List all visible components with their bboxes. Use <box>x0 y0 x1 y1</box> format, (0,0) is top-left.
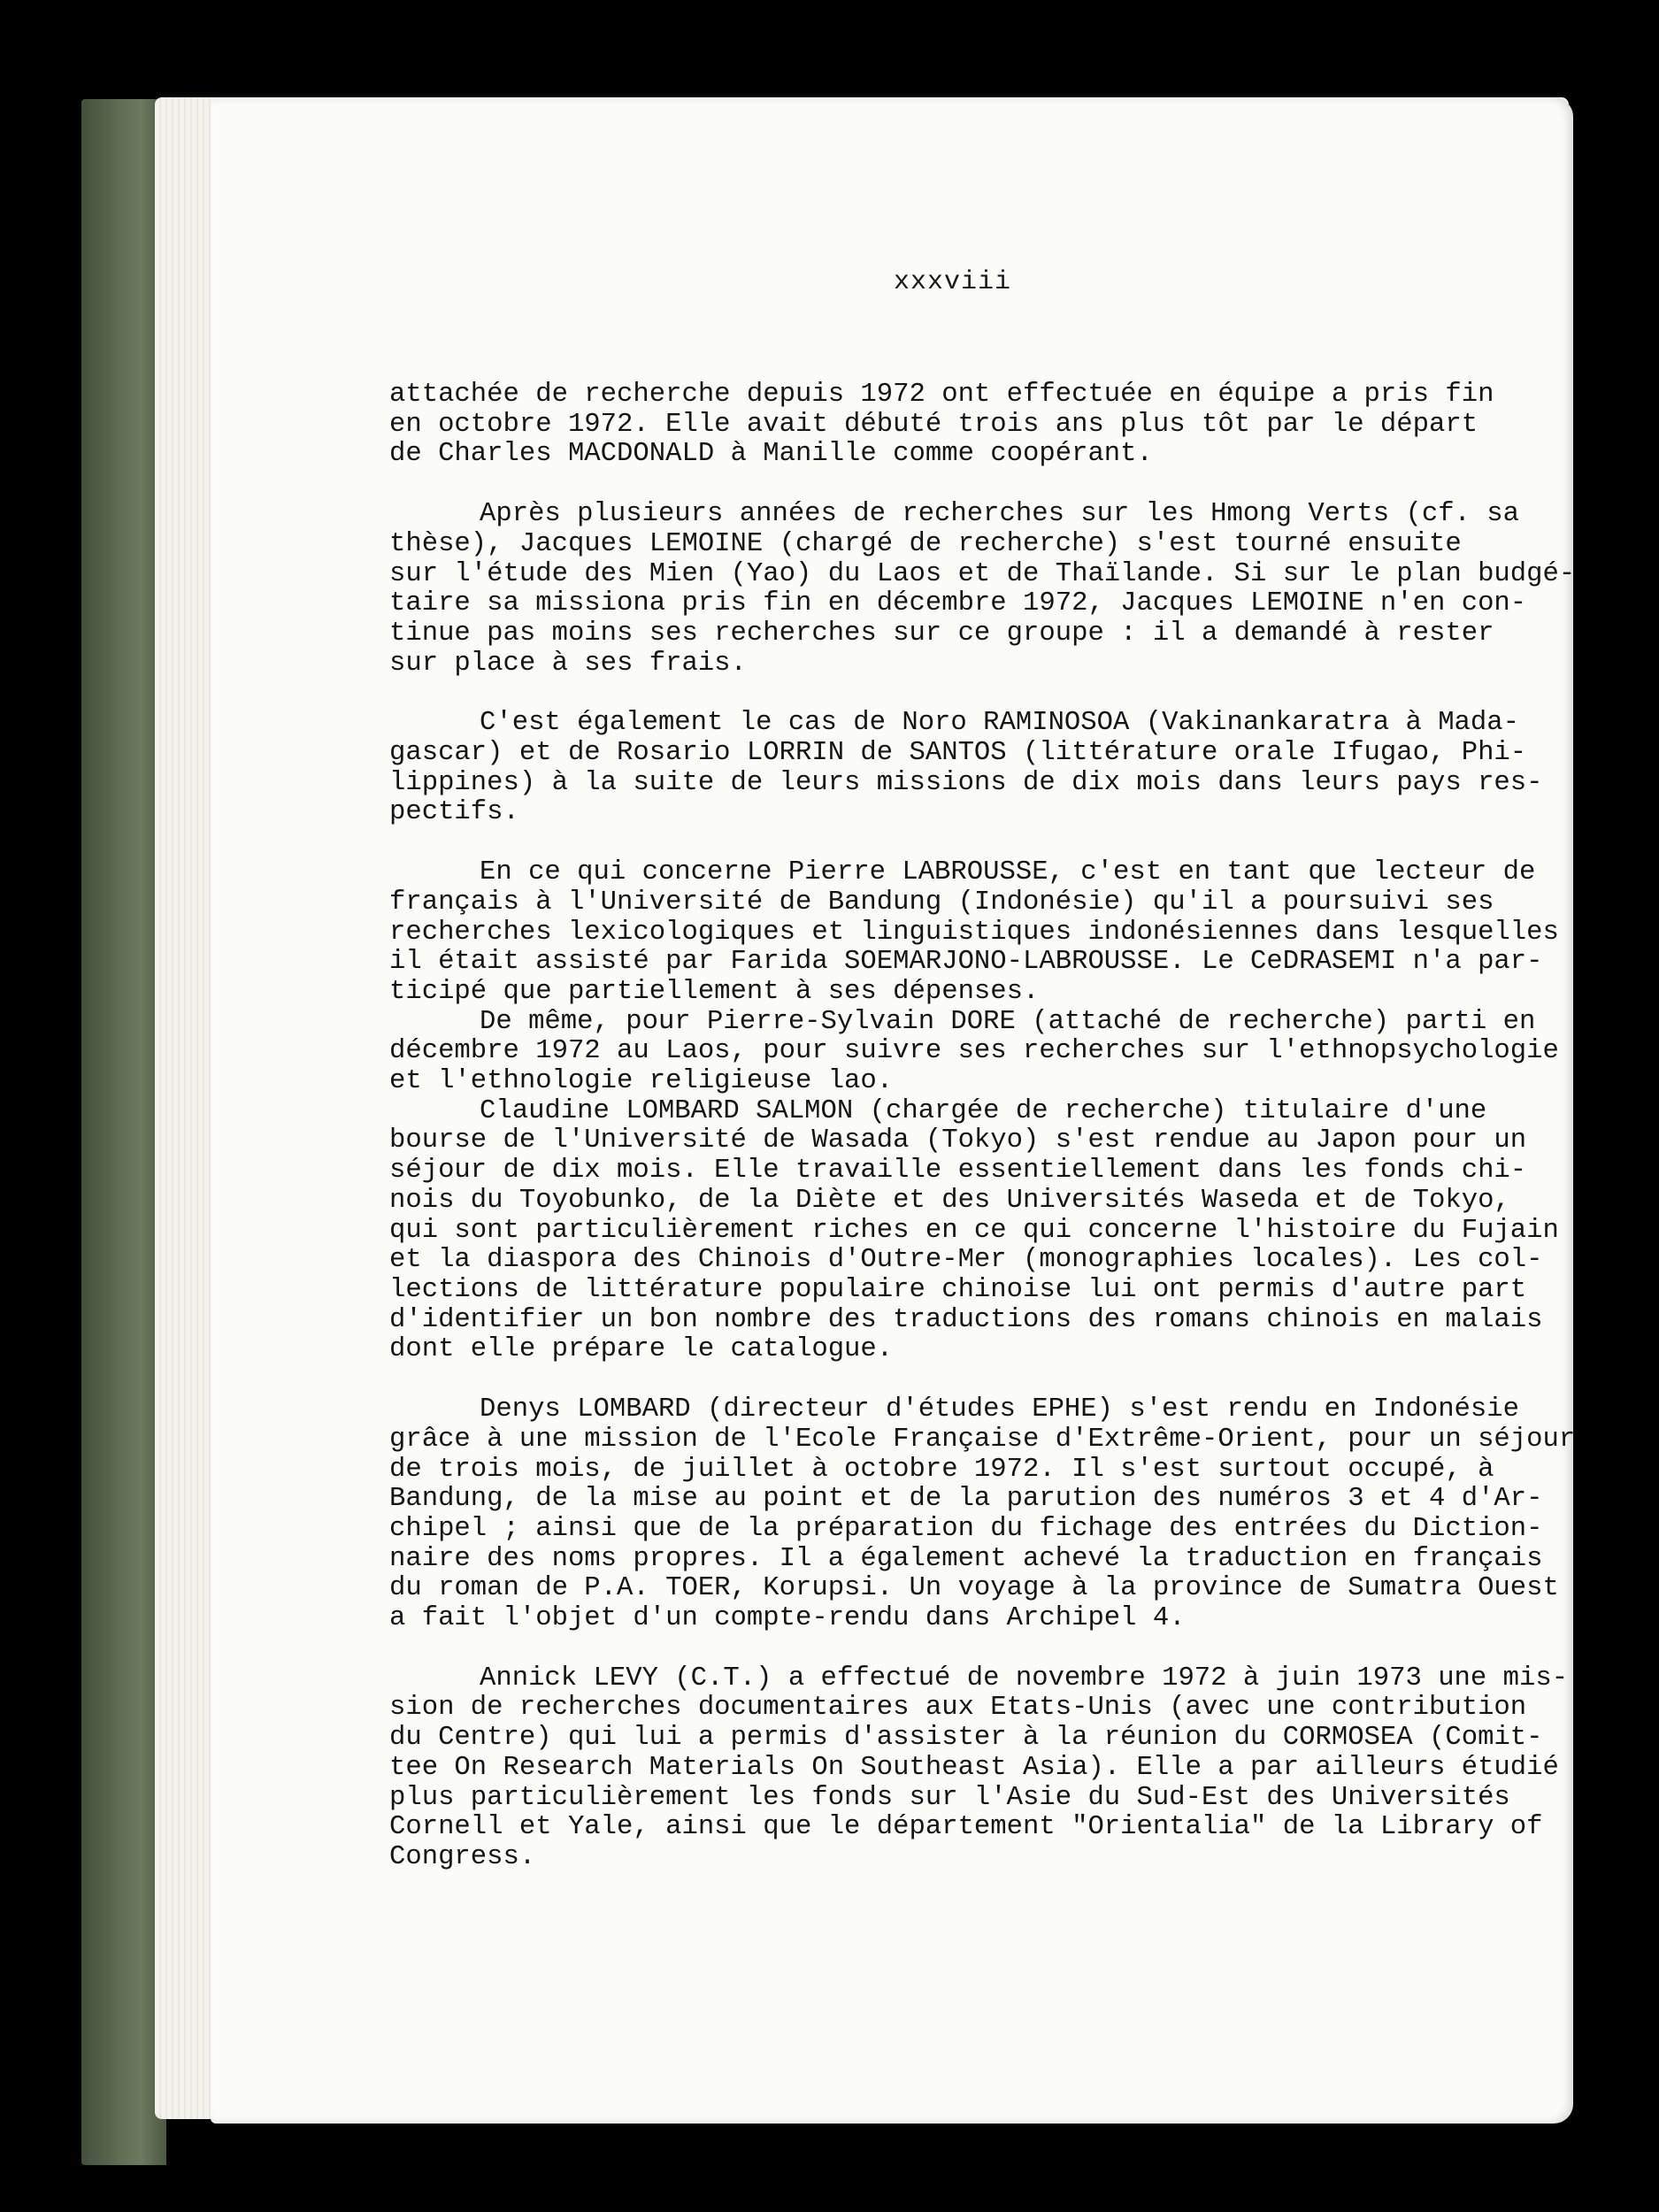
text-line: séjour de dix mois. Elle travaille essentiellement dans les fonds chi- <box>389 1156 1527 1187</box>
text-line: thèse), Jacques LEMOINE (chargé de recherche) s'est tourné ensuite <box>389 528 1462 559</box>
text-line: d'identifier un bon nombre des traductions des romans chinois en malais <box>389 1304 1543 1335</box>
text-line: sur place à ses frais. <box>389 648 747 679</box>
text-line: de Charles MACDONALD à Manille comme coopérant. <box>389 439 1153 470</box>
text-line: nois du Toyobunko, de la Diète et des Universités Waseda et de Tokyo, <box>389 1185 1510 1216</box>
text-line: C'est également le cas de Noro RAMINOSOA (Vakinankaratra à Mada- <box>480 708 1519 739</box>
text-line: en octobre 1972. Elle avait débuté trois ans plus tôt par le départ <box>389 409 1479 440</box>
text-line: Denys LOMBARD (directeur d'études EPHE) s'est rendu en Indonésie <box>480 1394 1519 1425</box>
text-line: lippines) à la suite de leurs missions de dix mois dans leurs pays res- <box>389 767 1543 798</box>
paragraph <box>389 709 1548 828</box>
text-line: tee On Research Materials On Southeast Asia). Elle a par ailleurs étudié <box>389 1752 1559 1783</box>
book-spine <box>81 99 166 2165</box>
text-line: bourse de l'Université de Wasada (Tokyo) s'est rendue au Japon pour un <box>389 1125 1527 1156</box>
text-line: gascar) et de Rosario LORRIN de SANTOS (littérature orale Ifugao, Phi- <box>389 738 1527 769</box>
text-line: français à l'Université de Bandung (Indonésie) qu'il a poursuivi ses <box>389 887 1494 918</box>
text-line: dont elle prépare le catalogue. <box>389 1334 894 1365</box>
text-line: De même, pour Pierre-Sylvain DORE (attaché de recherche) parti en <box>480 1006 1536 1037</box>
text-line: du roman de P.A. TOER, Korupsi. Un voyage à la province de Sumatra Ouest <box>389 1573 1559 1604</box>
paragraph <box>389 1006 1559 1097</box>
text-line: lections de littérature populaire chinoise lui ont permis d'autre part <box>389 1274 1527 1305</box>
text-line: Claudine LOMBARD SALMON (chargée de recherche) titulaire d'une <box>480 1095 1487 1126</box>
paragraph <box>389 1663 1569 1873</box>
paragraph <box>389 1095 1559 1365</box>
text-line: plus particulièrement les fonds sur l'Asie du Sud-Est des Universités <box>389 1782 1510 1813</box>
text-line: Bandung, de la mise au point et de la parution des numéros 3 et 4 d'Ar- <box>389 1484 1543 1515</box>
paragraph <box>389 499 1576 679</box>
text-line: Congress. <box>389 1841 536 1872</box>
paragraph <box>389 1394 1576 1634</box>
text-line: qui sont particulièrement riches en ce qui concerne l'histoire du Fujain <box>389 1215 1559 1246</box>
text-line: du Centre) qui lui a permis d'assister à la réunion du CORMOSEA (Comit- <box>389 1723 1543 1754</box>
paragraph <box>389 857 1559 1008</box>
text-line: recherches lexicologiques et linguistiques indonésiennes dans lesquelles <box>389 917 1559 948</box>
text-line: taire sa missiona pris fin en décembre 1972, Jacques LEMOINE n'en con- <box>389 588 1527 619</box>
text-line: il était assisté par Farida SOEMARJONO-LABROUSSE. Le CeDRASEMI n'a par- <box>389 947 1543 978</box>
text-line: naire des noms propres. Il a également achevé la traduction en français <box>389 1543 1543 1574</box>
text-line: et la diaspora des Chinois d'Outre-Mer (monographies locales). Les col- <box>389 1245 1543 1276</box>
text-line: sur l'étude des Mien (Yao) du Laos et de Thaïlande. Si sur le plan budgé- <box>389 558 1576 589</box>
text-line: attachée de recherche depuis 1972 ont effectuée en équipe a pris fin <box>389 380 1494 410</box>
text-line: pectifs. <box>389 797 519 828</box>
text-line: a fait l'objet d'un compte-rendu dans Archipel 4. <box>389 1603 1186 1634</box>
text-line: chipel ; ainsi que de la préparation du fichage des entrées du Diction- <box>389 1513 1543 1544</box>
text-line: En ce qui concerne Pierre LABROUSSE, c'est en tant que lecteur de <box>480 857 1536 888</box>
text-line: de trois mois, de juillet à octobre 1972. Il s'est surtout occupé, à <box>389 1454 1494 1485</box>
text-line: Annick LEVY (C.T.) a effectué de novembre 1972 à juin 1973 une mis- <box>480 1663 1569 1694</box>
page-number: xxxviii <box>894 267 1012 297</box>
text-line: décembre 1972 au Laos, pour suivre ses recherches sur l'ethnopsychologie <box>389 1036 1559 1067</box>
text-line: grâce à une mission de l'Ecole Française d'Extrême-Orient, pour un séjour <box>389 1424 1576 1455</box>
text-line: sion de recherches documentaires aux Etats-Unis (avec une contribution <box>389 1693 1527 1724</box>
text-line: tinue pas moins ses recherches sur ce groupe : il a demandé à rester <box>389 618 1494 649</box>
paragraph <box>389 380 1548 470</box>
text-line: et l'ethnologie religieuse lao. <box>389 1066 894 1097</box>
text-line: Cornell et Yale, ainsi que le département "Orientalia" de la Library of <box>389 1812 1543 1843</box>
text-line: ticipé que partiellement à ses dépenses. <box>389 976 1040 1007</box>
page-text <box>389 380 1576 1873</box>
text-line: Après plusieurs années de recherches sur les Hmong Verts (cf. sa <box>480 499 1519 530</box>
